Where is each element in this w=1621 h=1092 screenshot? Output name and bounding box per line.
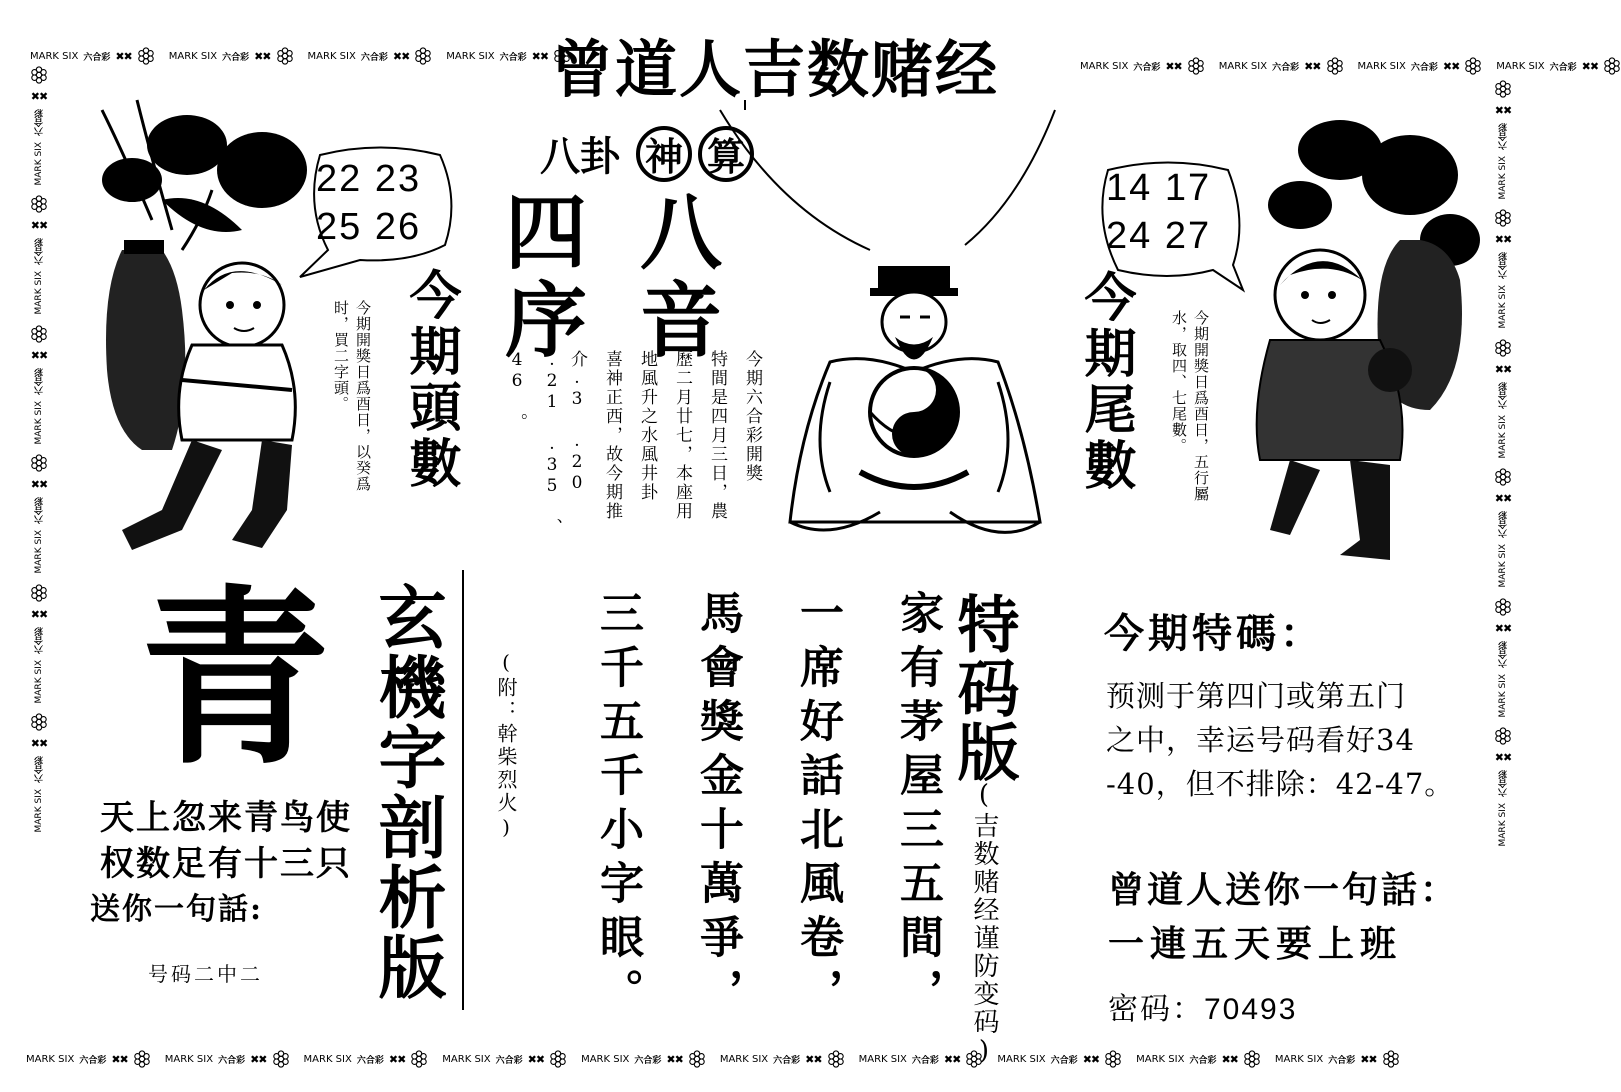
- border-mark-six-text: MARK SIX: [1498, 673, 1508, 718]
- border-cn-text: 六合彩: [222, 52, 250, 63]
- border-x-marks: ✖✖: [388, 1052, 406, 1066]
- center-note-col-7: 46 。: [507, 350, 527, 431]
- border-x-marks: ✖✖: [392, 49, 410, 63]
- border-mark-six-text: MARK SIX: [858, 1053, 907, 1065]
- border-x-marks: ✖✖: [30, 219, 48, 233]
- border-mark-six-text: MARK SIX: [446, 50, 495, 62]
- border-cn-text: 六合彩: [79, 1055, 107, 1066]
- special-line-1: 预测于第四门或第五门: [1106, 679, 1407, 713]
- border-mark-six-text: MARK SIX: [34, 142, 44, 186]
- border-cn-text: 六合彩: [1410, 62, 1438, 73]
- border-x-marks: ✖✖: [1494, 621, 1512, 635]
- border-cn-text: 六合彩: [1272, 62, 1300, 73]
- flower-icon: [30, 195, 48, 213]
- qing-line-2: 权数足有十三只: [100, 844, 352, 884]
- border-motif: [1494, 339, 1512, 458]
- top-border-left: [30, 44, 549, 68]
- border-cn-text: 六合彩: [1050, 1055, 1078, 1066]
- special-paragraph: [1106, 674, 1454, 806]
- border-x-marks: ✖✖: [1494, 233, 1512, 247]
- border-mark-six-text: MARK SIX: [34, 530, 44, 574]
- head-number-label: 今期頭數: [400, 268, 461, 492]
- border-motif: [30, 195, 48, 314]
- border-x-marks: ✖✖: [805, 1052, 822, 1066]
- flower-icon: [1382, 1050, 1400, 1068]
- border-mark-six-text: MARK SIX: [1218, 60, 1268, 72]
- border-mark-six-text: MARK SIX: [442, 1053, 491, 1065]
- border-motif: [308, 47, 433, 65]
- border-cn-text: 六合彩: [1133, 62, 1161, 73]
- head-number-note: 今期開獎日爲酉日，以癸爲时，買二字頭。: [332, 300, 372, 492]
- center-note-col-5: 喜神正西，故今期推: [602, 350, 622, 521]
- border-cn-text: 六合彩: [1498, 770, 1509, 798]
- border-x-marks: ✖✖: [30, 90, 48, 103]
- border-cn-text: 六合彩: [499, 52, 527, 63]
- border-motif: [1494, 468, 1512, 587]
- border-mark-six-text: MARK SIX: [34, 659, 44, 704]
- flower-icon: [1243, 1050, 1261, 1068]
- qing-gift: 送你一句話:: [90, 892, 264, 927]
- border-motif: [30, 325, 48, 444]
- flower-icon: [1603, 57, 1621, 75]
- border-motif: [442, 1050, 567, 1068]
- flower-icon: [688, 1050, 706, 1068]
- border-mark-six-text: MARK SIX: [719, 1053, 769, 1065]
- border-motif: [997, 1050, 1122, 1068]
- border-motif: [169, 47, 294, 65]
- tail-number-label: 今期尾數: [1075, 270, 1136, 494]
- qing-hint: 号码二中二: [148, 962, 263, 986]
- circled-char-suan: 算: [698, 126, 754, 182]
- center-note-col-3: 歷二月廿七，本座用: [672, 350, 692, 521]
- border-cn-text: 六合彩: [911, 1055, 939, 1066]
- border-x-marks: ✖✖: [1494, 362, 1512, 376]
- border-mark-six-text: MARK SIX: [307, 50, 356, 62]
- border-x-marks: ✖✖: [666, 1052, 683, 1066]
- left-border: [24, 66, 54, 1046]
- flower-icon: [137, 47, 155, 65]
- flower-icon: [827, 1050, 845, 1068]
- left-bubble-line-1: 22 23: [316, 158, 422, 200]
- border-mark-six-text: MARK SIX: [997, 1053, 1046, 1065]
- special-heading: 今期特碼：: [1104, 610, 1324, 657]
- flower-icon: [1494, 209, 1512, 227]
- center-note-col-2: 特間是四月三日，農: [707, 350, 727, 521]
- border-x-marks: ✖✖: [30, 478, 48, 492]
- border-motif: [1080, 57, 1205, 75]
- border-mark-six-text: MARK SIX: [34, 271, 44, 315]
- special-line-2: 之中，幸运号码看好34: [1106, 723, 1415, 757]
- border-x-marks: ✖✖: [30, 607, 48, 621]
- flower-icon: [1494, 727, 1512, 745]
- right-bubble-line-2: 24 27: [1106, 215, 1212, 257]
- flower-icon: [276, 47, 294, 65]
- border-cn-text: 六合彩: [34, 109, 45, 136]
- border-x-marks: ✖✖: [1304, 59, 1321, 73]
- border-motif: [859, 1050, 984, 1068]
- border-mark-six-text: MARK SIX: [1496, 60, 1545, 72]
- border-mark-six-text: MARK SIX: [303, 1053, 352, 1065]
- border-x-marks: ✖✖: [115, 49, 132, 63]
- border-mark-six-text: MARK SIX: [164, 1053, 214, 1065]
- poem-line-1: 家有茅屋三五間，: [892, 590, 943, 1022]
- border-cn-text: 六合彩: [1498, 511, 1509, 539]
- tema-subtitle: (吉数赌经谨防变码): [969, 780, 999, 1068]
- xuanji-title: 玄機字剖析版: [367, 582, 446, 1002]
- left-bubble-numbers: [316, 155, 456, 251]
- flower-icon: [1494, 80, 1512, 98]
- border-cn-text: 六合彩: [218, 1055, 246, 1066]
- border-cn-text: 六合彩: [1498, 123, 1509, 150]
- poem: [555, 590, 945, 1030]
- border-mark-six-text: MARK SIX: [1498, 544, 1508, 588]
- border-motif: [30, 47, 155, 65]
- heading-col-2: 八音: [640, 186, 723, 369]
- border-motif: [30, 66, 48, 185]
- tema-title: 特码版: [947, 592, 1020, 784]
- center-note: [507, 350, 765, 550]
- password-value: 70493: [1204, 993, 1298, 1026]
- border-x-marks: ✖✖: [1494, 751, 1512, 765]
- center-note-col-1: 今期六合彩開獎: [742, 350, 762, 483]
- password: [1108, 984, 1297, 1028]
- border-cn-text: 六合彩: [360, 52, 388, 63]
- flower-icon: [410, 1050, 428, 1068]
- poem-line-2: 一席好話北風卷，: [792, 590, 843, 1022]
- border-motif: [581, 1050, 706, 1068]
- flower-icon: [1494, 339, 1512, 357]
- border-x-marks: ✖✖: [250, 1052, 267, 1066]
- border-cn-text: 六合彩: [1498, 640, 1509, 668]
- border-mark-six-text: MARK SIX: [1274, 1053, 1324, 1065]
- border-x-marks: ✖✖: [1165, 59, 1182, 73]
- flower-icon: [133, 1050, 151, 1068]
- border-mark-six-text: MARK SIX: [34, 400, 44, 445]
- flower-icon: [1494, 598, 1512, 616]
- border-mark-six-text: MARK SIX: [1080, 60, 1129, 72]
- border-cn-text: 六合彩: [495, 1055, 523, 1066]
- flower-icon: [414, 47, 432, 65]
- border-x-marks: ✖✖: [527, 1052, 545, 1066]
- flower-icon: [30, 325, 48, 343]
- poem-line-4: 三千五千小字眼。: [592, 590, 643, 1022]
- border-cn-text: 六合彩: [34, 238, 45, 266]
- border-mark-six-text: MARK SIX: [26, 1053, 75, 1065]
- border-x-marks: ✖✖: [1360, 1052, 1377, 1066]
- heading-col-1: 四序: [505, 186, 588, 369]
- border-mark-six-text: MARK SIX: [30, 50, 79, 62]
- border-x-marks: ✖✖: [1494, 104, 1512, 117]
- border-x-marks: ✖✖: [30, 348, 48, 362]
- appendix-note: (附：幹柴烈火): [494, 650, 518, 842]
- border-mark-six-text: MARK SIX: [1498, 285, 1508, 329]
- right-child-illustration: [1230, 110, 1490, 580]
- border-cn-text: 六合彩: [34, 626, 45, 654]
- flower-icon: [30, 454, 48, 472]
- border-mark-six-text: MARK SIX: [1498, 156, 1508, 200]
- tail-number-note: 今期開獎日爲酉日，五行屬水，取四、七尾數。: [1170, 310, 1210, 502]
- border-mark-six-text: MARK SIX: [1357, 60, 1406, 72]
- border-x-marks: ✖✖: [111, 1052, 128, 1066]
- divider-vertical: [462, 570, 464, 1010]
- border-x-marks: ✖✖: [30, 737, 48, 751]
- flower-icon: [30, 584, 48, 602]
- border-cn-text: 六合彩: [34, 497, 45, 525]
- border-x-marks: ✖✖: [1581, 59, 1599, 73]
- border-motif: [304, 1050, 429, 1068]
- border-x-marks: ✖✖: [1221, 1052, 1238, 1066]
- border-motif: [165, 1050, 290, 1068]
- border-motif: [1494, 598, 1512, 717]
- border-cn-text: 六合彩: [634, 1055, 662, 1066]
- flower-icon: [1494, 468, 1512, 486]
- border-cn-text: 六合彩: [1328, 1055, 1356, 1066]
- flower-icon: [30, 66, 48, 84]
- page-title: 曾道人吉数赌经: [550, 33, 999, 106]
- left-bubble-line-2: 25 26: [316, 206, 422, 248]
- border-cn-text: 六合彩: [1549, 62, 1577, 73]
- border-motif: [1219, 57, 1344, 75]
- right-bubble-line-1: 14 17: [1106, 167, 1212, 209]
- bottom-border: [26, 1046, 1516, 1072]
- border-cn-text: 六合彩: [1189, 1055, 1217, 1066]
- border-cn-text: 六合彩: [356, 1055, 384, 1066]
- circled-char-shen: 神: [636, 126, 692, 182]
- border-mark-six-text: MARK SIX: [1498, 803, 1508, 847]
- border-motif: [1275, 1050, 1400, 1068]
- border-mark-six-text: MARK SIX: [1136, 1053, 1185, 1065]
- border-cn-text: 六合彩: [773, 1055, 801, 1066]
- top-border-right: [1080, 54, 1599, 78]
- qing-character: 青: [140, 569, 331, 790]
- poem-line-3: 馬會獎金十萬爭，: [692, 590, 743, 1022]
- border-motif: [1494, 727, 1512, 846]
- border-motif: [1496, 57, 1621, 75]
- flower-icon: [30, 713, 48, 731]
- border-motif: [30, 713, 48, 832]
- flower-icon: [549, 1050, 567, 1068]
- border-x-marks: ✖✖: [531, 49, 549, 63]
- flower-icon: [1326, 57, 1344, 75]
- right-border: [1488, 80, 1518, 1040]
- center-note-col-6: 介.3 .20 .21 .35 、: [542, 350, 587, 536]
- border-motif: [1494, 209, 1512, 328]
- border-mark-six-text: MARK SIX: [168, 50, 218, 62]
- border-cn-text: 六合彩: [1498, 381, 1509, 409]
- border-mark-six-text: MARK SIX: [34, 789, 44, 833]
- border-cn-text: 六合彩: [34, 367, 45, 395]
- border-x-marks: ✖✖: [1442, 59, 1460, 73]
- saying-line: 一連五天要上班: [1108, 923, 1403, 965]
- border-mark-six-text: MARK SIX: [1498, 414, 1508, 459]
- flower-icon: [1464, 57, 1482, 75]
- border-mark-six-text: MARK SIX: [581, 1053, 630, 1065]
- border-motif: [26, 1050, 151, 1068]
- border-motif: [1136, 1050, 1261, 1068]
- border-x-marks: ✖✖: [1494, 492, 1512, 506]
- saying-heading: 曾道人送你一句話：: [1108, 869, 1460, 911]
- flower-icon: [1187, 57, 1205, 75]
- sage-illustration: [770, 262, 1060, 552]
- tagline: [540, 125, 754, 182]
- border-motif: [1358, 57, 1483, 75]
- border-x-marks: ✖✖: [254, 49, 271, 63]
- special-line-3: -40，但不排除：42-47。: [1106, 767, 1455, 801]
- password-label: 密码：: [1108, 992, 1204, 1027]
- border-motif: [1494, 80, 1512, 199]
- center-note-col-4: 地風升之水風井卦: [637, 350, 657, 502]
- center-arcs: [700, 100, 1080, 260]
- border-cn-text: 六合彩: [83, 52, 111, 63]
- flower-icon: [1104, 1050, 1122, 1068]
- left-child-illustration: [62, 90, 322, 570]
- border-motif: [720, 1050, 845, 1068]
- tagline-prefix: 八卦: [540, 133, 620, 180]
- border-cn-text: 六合彩: [34, 756, 45, 784]
- border-x-marks: ✖✖: [1082, 1052, 1100, 1066]
- border-motif: [30, 454, 48, 573]
- right-bubble-numbers: [1106, 164, 1246, 260]
- flower-icon: [272, 1050, 290, 1068]
- border-motif: [30, 584, 48, 703]
- border-x-marks: ✖✖: [943, 1052, 961, 1066]
- qing-line-1: 天上忽来青鸟使: [100, 798, 352, 838]
- border-cn-text: 六合彩: [1498, 252, 1509, 280]
